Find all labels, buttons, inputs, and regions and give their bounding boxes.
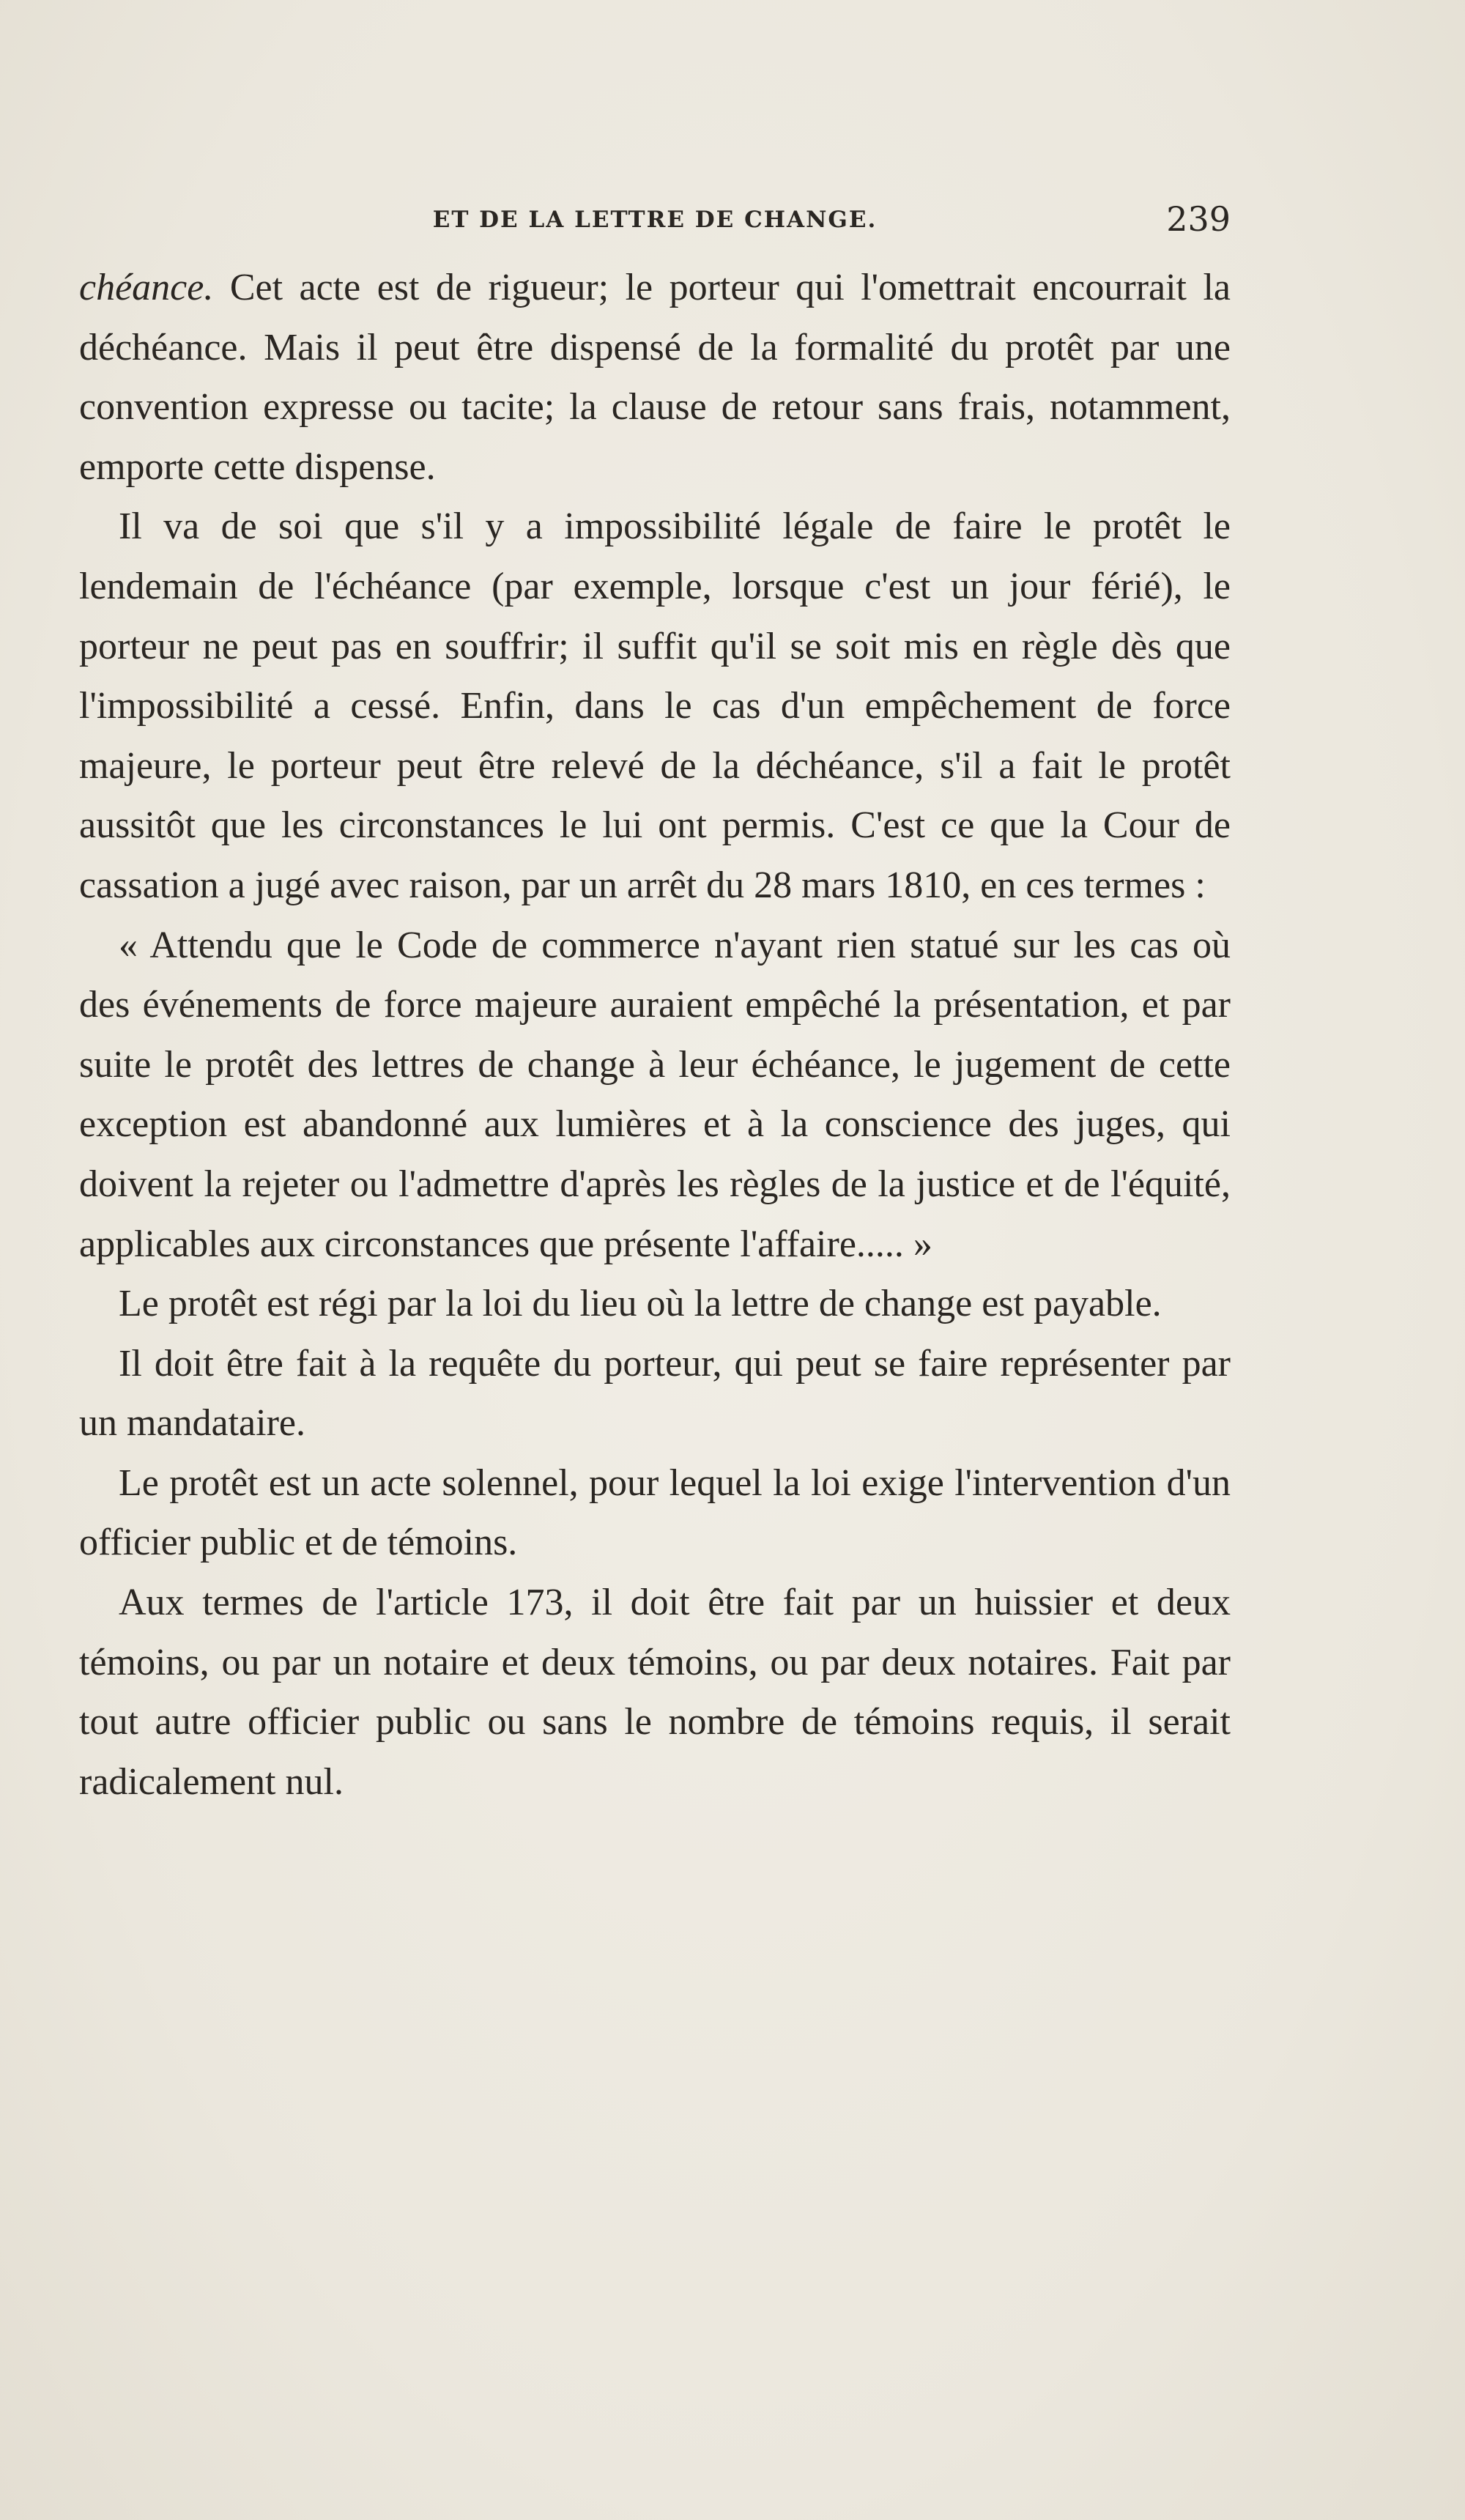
paragraph-1 xyxy=(79,258,1231,497)
paragraph-1-italic-start: chéance. xyxy=(79,267,214,308)
paragraph-1-text: Cet acte est de rigueur; le porteur qui l'omettrait encourrait la déchéance. Mais il peut être dispensé de la formalité du protêt par une convention expresse ou tacite; la clause de retour sans frais, notamment, emporte cette dispense. xyxy=(79,267,1231,488)
body-text xyxy=(79,258,1231,1812)
page-number: 239 xyxy=(1166,199,1231,239)
paragraph-6: Le protêt est un acte solennel, pour lequel la loi exige l'intervention d'un officier public et de témoins. xyxy=(79,1461,1231,1564)
paragraph-5: Il doit être fait à la requête du porteur, qui peut se faire représenter par un mandataire. xyxy=(79,1342,1231,1445)
page-header xyxy=(79,196,1231,240)
paragraph-7: Aux termes de l'article 173, il doit être fait par un huissier et deux témoins, ou par un notaire et deux témoins, ou par deux notaires. Fait par tout autre officier public ou sans le nombre de témoins requis, il serait radicalement nul. xyxy=(79,1582,1231,1803)
paragraph-3-quotation: « Attendu que le Code de commerce n'ayant rien statué sur les cas où des événements de force majeure auraient empêché la présentation, et par suite le protêt des lettres de change à leur échéance, le jugement de cette exception est abandonné aux lumières et à la conscience des juges, qui doivent la rejeter ou l'admettre d'après les règles de la justice et de l'équité, applicables aux circonstances que présente l'affaire..... » xyxy=(79,924,1231,1265)
running-title: ET DE LA LETTRE DE CHANGE. xyxy=(432,207,878,233)
paragraph-2: Il va de soi que s'il y a impossibilité légale de faire le protêt le lendemain de l'échéance (par exemple, lorsque c'est un jour férié), le porteur ne peut pas en souffrir; il suffit qu'il se soit mis en règle dès que l'impossibilité a cessé. Enfin, dans le cas d'un empêchement de force majeure, le porteur peut être relevé de la déchéance, s'il a fait le protêt aussitôt que les circonstances le lui ont permis. C'est ce que la Cour de cassation a jugé avec raison, par un arrêt du 28 mars 1810, en ces termes : xyxy=(79,505,1231,906)
paragraph-4: Le protêt est régi par la loi du lieu où la lettre de change est payable. xyxy=(119,1283,1162,1325)
